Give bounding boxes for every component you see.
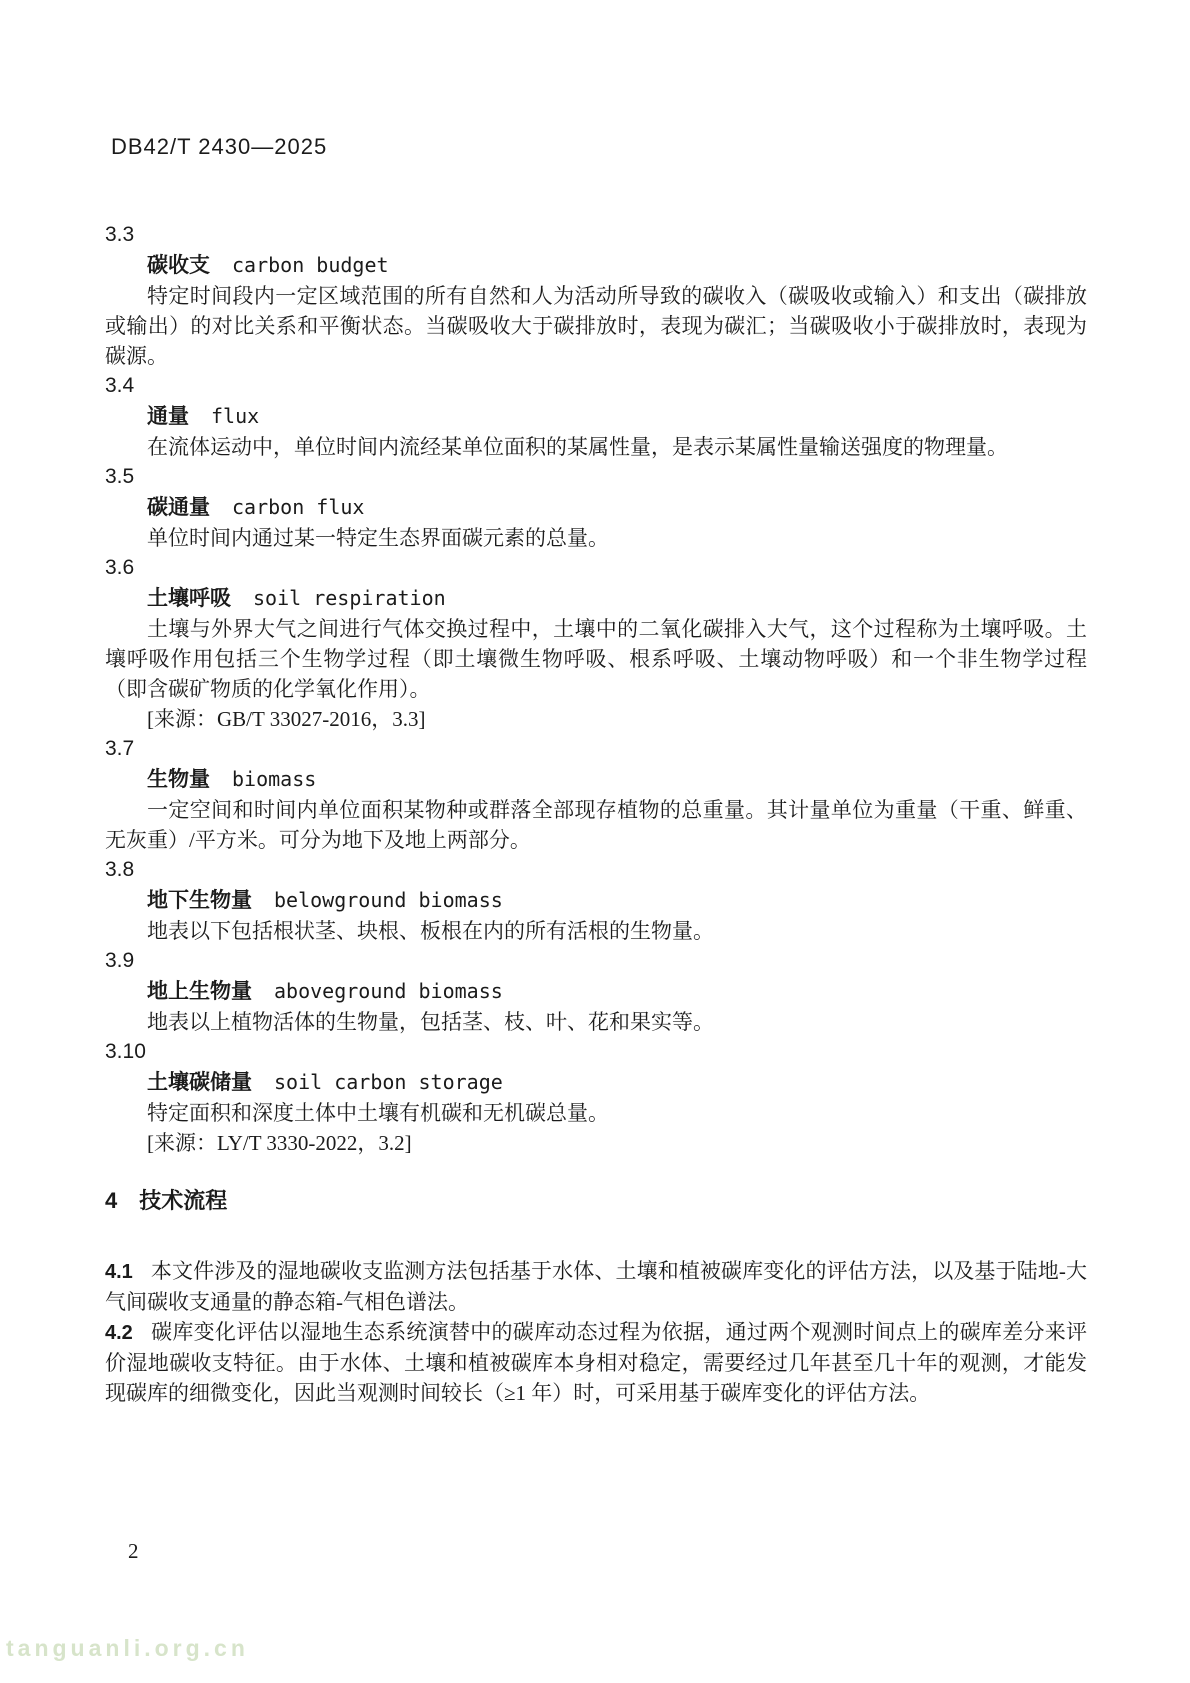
page-number: 2 xyxy=(128,1539,139,1563)
clause-number: 3.4 xyxy=(105,374,135,397)
source-note: [来源：GB/T 33027-2016，3.3] xyxy=(147,707,426,731)
chapter-4-heading xyxy=(105,1186,1087,1216)
term-en: belowground biomass xyxy=(274,888,503,912)
term-heading xyxy=(147,250,1087,281)
term-section-3-3 xyxy=(105,220,1087,371)
term-en: soil respiration xyxy=(253,586,446,610)
term-zh: 地上生物量 xyxy=(147,980,252,1003)
term-en: soil carbon storage xyxy=(274,1070,503,1094)
term-heading xyxy=(147,764,1087,795)
source-note: [来源：LY/T 3330-2022，3.2] xyxy=(147,1131,412,1155)
term-zh: 碳通量 xyxy=(147,496,210,519)
clause-4-1 xyxy=(105,1256,1087,1317)
term-heading xyxy=(147,583,1087,614)
clause-number: 3.10 xyxy=(105,1040,146,1063)
clause-number: 3.5 xyxy=(105,465,135,488)
term-section-3-4 xyxy=(105,371,1087,462)
clause-number: 3.8 xyxy=(105,858,135,881)
clause-number: 4.1 xyxy=(105,1261,133,1283)
term-section-3-7 xyxy=(105,734,1087,855)
term-heading xyxy=(147,885,1087,916)
term-section-3-8 xyxy=(105,855,1087,946)
term-heading xyxy=(147,1067,1087,1098)
definition-paragraph: 地表以下包括根状茎、块根、板根在内的所有活根的生物量。 xyxy=(147,919,714,943)
term-heading xyxy=(147,976,1087,1007)
definition-paragraph: 单位时间内通过某一特定生态界面碳元素的总量。 xyxy=(147,526,609,550)
clause-number: 3.9 xyxy=(105,949,135,972)
definition-paragraph: 特定时间段内一定区域范围的所有自然和人为活动所导致的碳收入（碳吸收或输入）和支出（碳排放或输出）的对比关系和平衡状态。当碳吸收大于碳排放时，表现为碳汇；当碳吸收小于碳排放时，表现为碳源。 xyxy=(105,284,1087,368)
clause-number: 3.3 xyxy=(105,223,135,246)
clause-text: 本文件涉及的湿地碳收支监测方法包括基于水体、土壤和植被碳库变化的评估方法，以及基于陆地-大气间碳收支通量的静态箱-气相色谱法。 xyxy=(105,1259,1087,1314)
term-zh: 土壤呼吸 xyxy=(147,587,231,610)
clause-text: 碳库变化评估以湿地生态系统演替中的碳库动态过程为依据，通过两个观测时间点上的碳库差分来评价湿地碳收支特征。由于水体、土壤和植被碳库本身相对稳定，需要经过几年甚至几十年的观测，才能发现碳库的细微变化，因此当观测时间较长（≥1 年）时，可采用基于碳库变化的评估方法。 xyxy=(105,1320,1087,1405)
clause-number: 4.2 xyxy=(105,1322,133,1344)
term-zh: 生物量 xyxy=(147,768,210,791)
term-zh: 碳收支 xyxy=(147,254,210,277)
definition-paragraph: 在流体运动中，单位时间内流经某单位面积的某属性量，是表示某属性量输送强度的物理量。 xyxy=(147,435,1008,459)
clause-number: 3.6 xyxy=(105,556,135,579)
term-en: biomass xyxy=(232,767,317,791)
chapter-number: 4 xyxy=(105,1188,118,1213)
term-en: aboveground biomass xyxy=(274,979,503,1003)
document-designation: DB42/T 2430—2025 xyxy=(111,134,328,159)
chapter-title: 技术流程 xyxy=(139,1188,228,1213)
term-en: carbon flux xyxy=(232,495,365,519)
term-zh: 地下生物量 xyxy=(147,889,252,912)
term-zh: 土壤碳储量 xyxy=(147,1071,252,1094)
term-section-3-6 xyxy=(105,553,1087,734)
definition-paragraph: 特定面积和深度土体中土壤有机碳和无机碳总量。 xyxy=(147,1101,609,1125)
term-zh: 通量 xyxy=(147,405,189,428)
term-heading xyxy=(147,492,1087,523)
term-en: flux xyxy=(211,404,260,428)
watermark-text: tanguanli.org.cn xyxy=(6,1635,249,1661)
clause-number: 3.7 xyxy=(105,737,135,760)
term-section-3-10 xyxy=(105,1037,1087,1158)
term-section-3-5 xyxy=(105,462,1087,553)
term-section-3-9 xyxy=(105,946,1087,1037)
term-heading xyxy=(147,401,1087,432)
definition-paragraph: 一定空间和时间内单位面积某物种或群落全部现存植物的总重量。其计量单位为重量（干重、鲜重、无灰重）/平方米。可分为地下及地上两部分。 xyxy=(105,798,1087,852)
term-en: carbon budget xyxy=(232,253,389,277)
clause-4-2 xyxy=(105,1317,1087,1408)
definition-paragraph: 土壤与外界大气之间进行气体交换过程中，土壤中的二氧化碳排入大气，这个过程称为土壤呼吸。土壤呼吸作用包括三个生物学过程（即土壤微生物呼吸、根系呼吸、土壤动物呼吸）和一个非生物学过程（即含碳矿物质的化学氧化作用）。 xyxy=(105,617,1087,701)
definition-paragraph: 地表以上植物活体的生物量，包括茎、枝、叶、花和果实等。 xyxy=(147,1010,714,1034)
page-content xyxy=(105,132,1087,1408)
